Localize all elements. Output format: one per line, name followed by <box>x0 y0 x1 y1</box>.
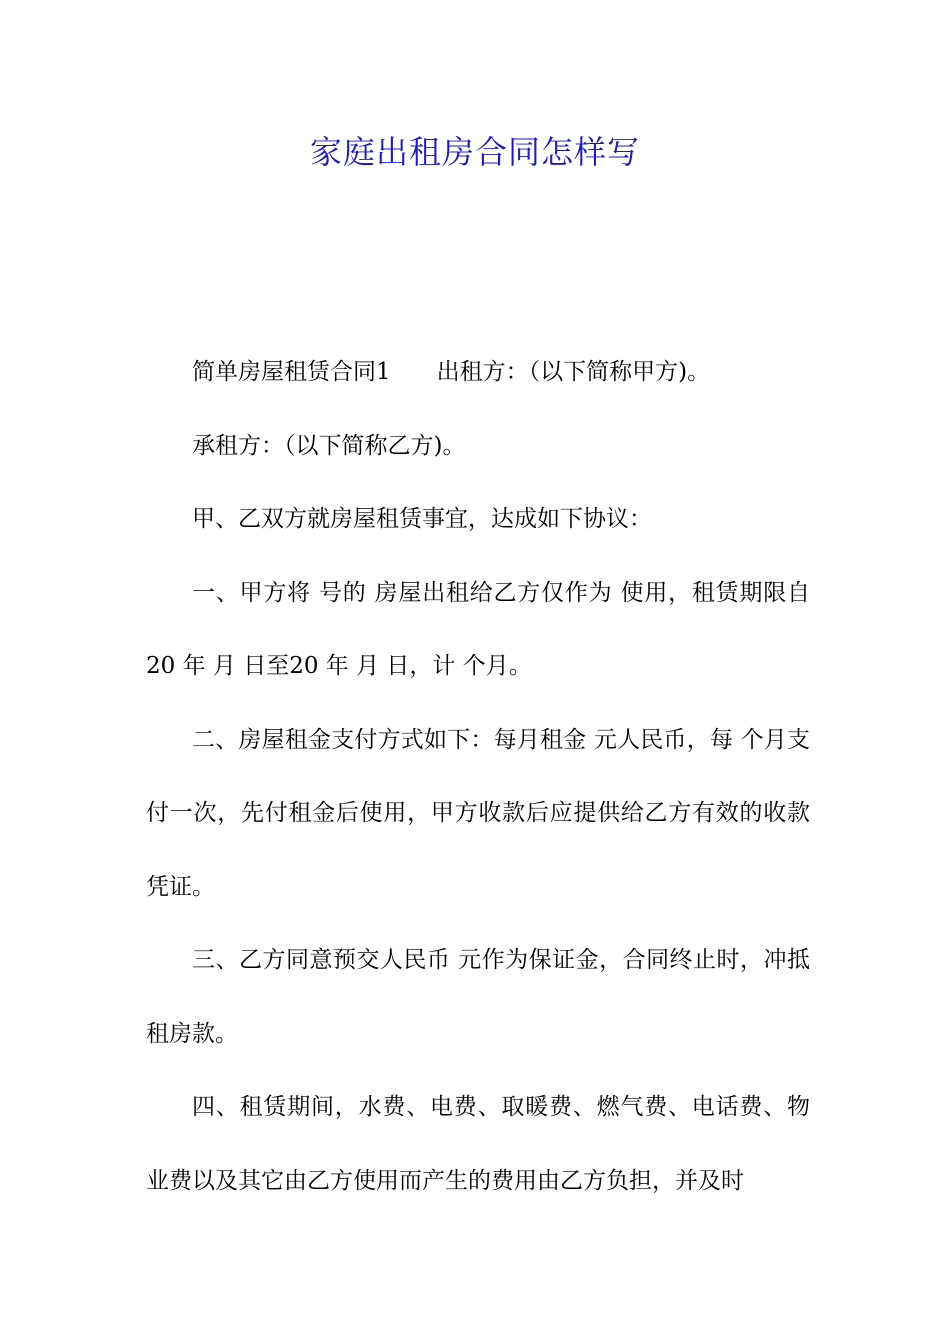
paragraph-agreement: 甲、乙双方就房屋租赁事宜，达成如下协议： <box>192 506 652 532</box>
paragraph-clause-2: 二、房屋租金支付方式如下：每月租金 元人民币，每 个月支付一次，先付租金后使用，甲方收款后应提供给乙方有效的收款凭证。 <box>146 726 810 900</box>
paragraph-lessee: 承租方：（以下简称乙方)。 <box>192 432 466 459</box>
paragraph-clause-1: 一、甲方将 号的 房屋出租给乙方仅作为 使用，租赁期限自20 年 月 日至20 年 月 日，计 个月。 <box>146 579 810 679</box>
paragraph-contract-intro: 简单房屋租赁合同1 出租方：（以下简称甲方)。 <box>192 359 711 385</box>
paragraph-clause-3: 三、乙方同意预交人民币 元作为保证金，合同终止时，冲抵租房款。 <box>146 947 810 1047</box>
document-body <box>146 336 810 1218</box>
paragraph-clause-4: 四、租赁期间，水费、电费、取暖费、燃气费、电话费、物业费以及其它由乙方使用而产生的费用由乙方负担，并及时 <box>146 1094 810 1194</box>
document-title: 家庭出租房合同怎样写 <box>309 133 640 171</box>
